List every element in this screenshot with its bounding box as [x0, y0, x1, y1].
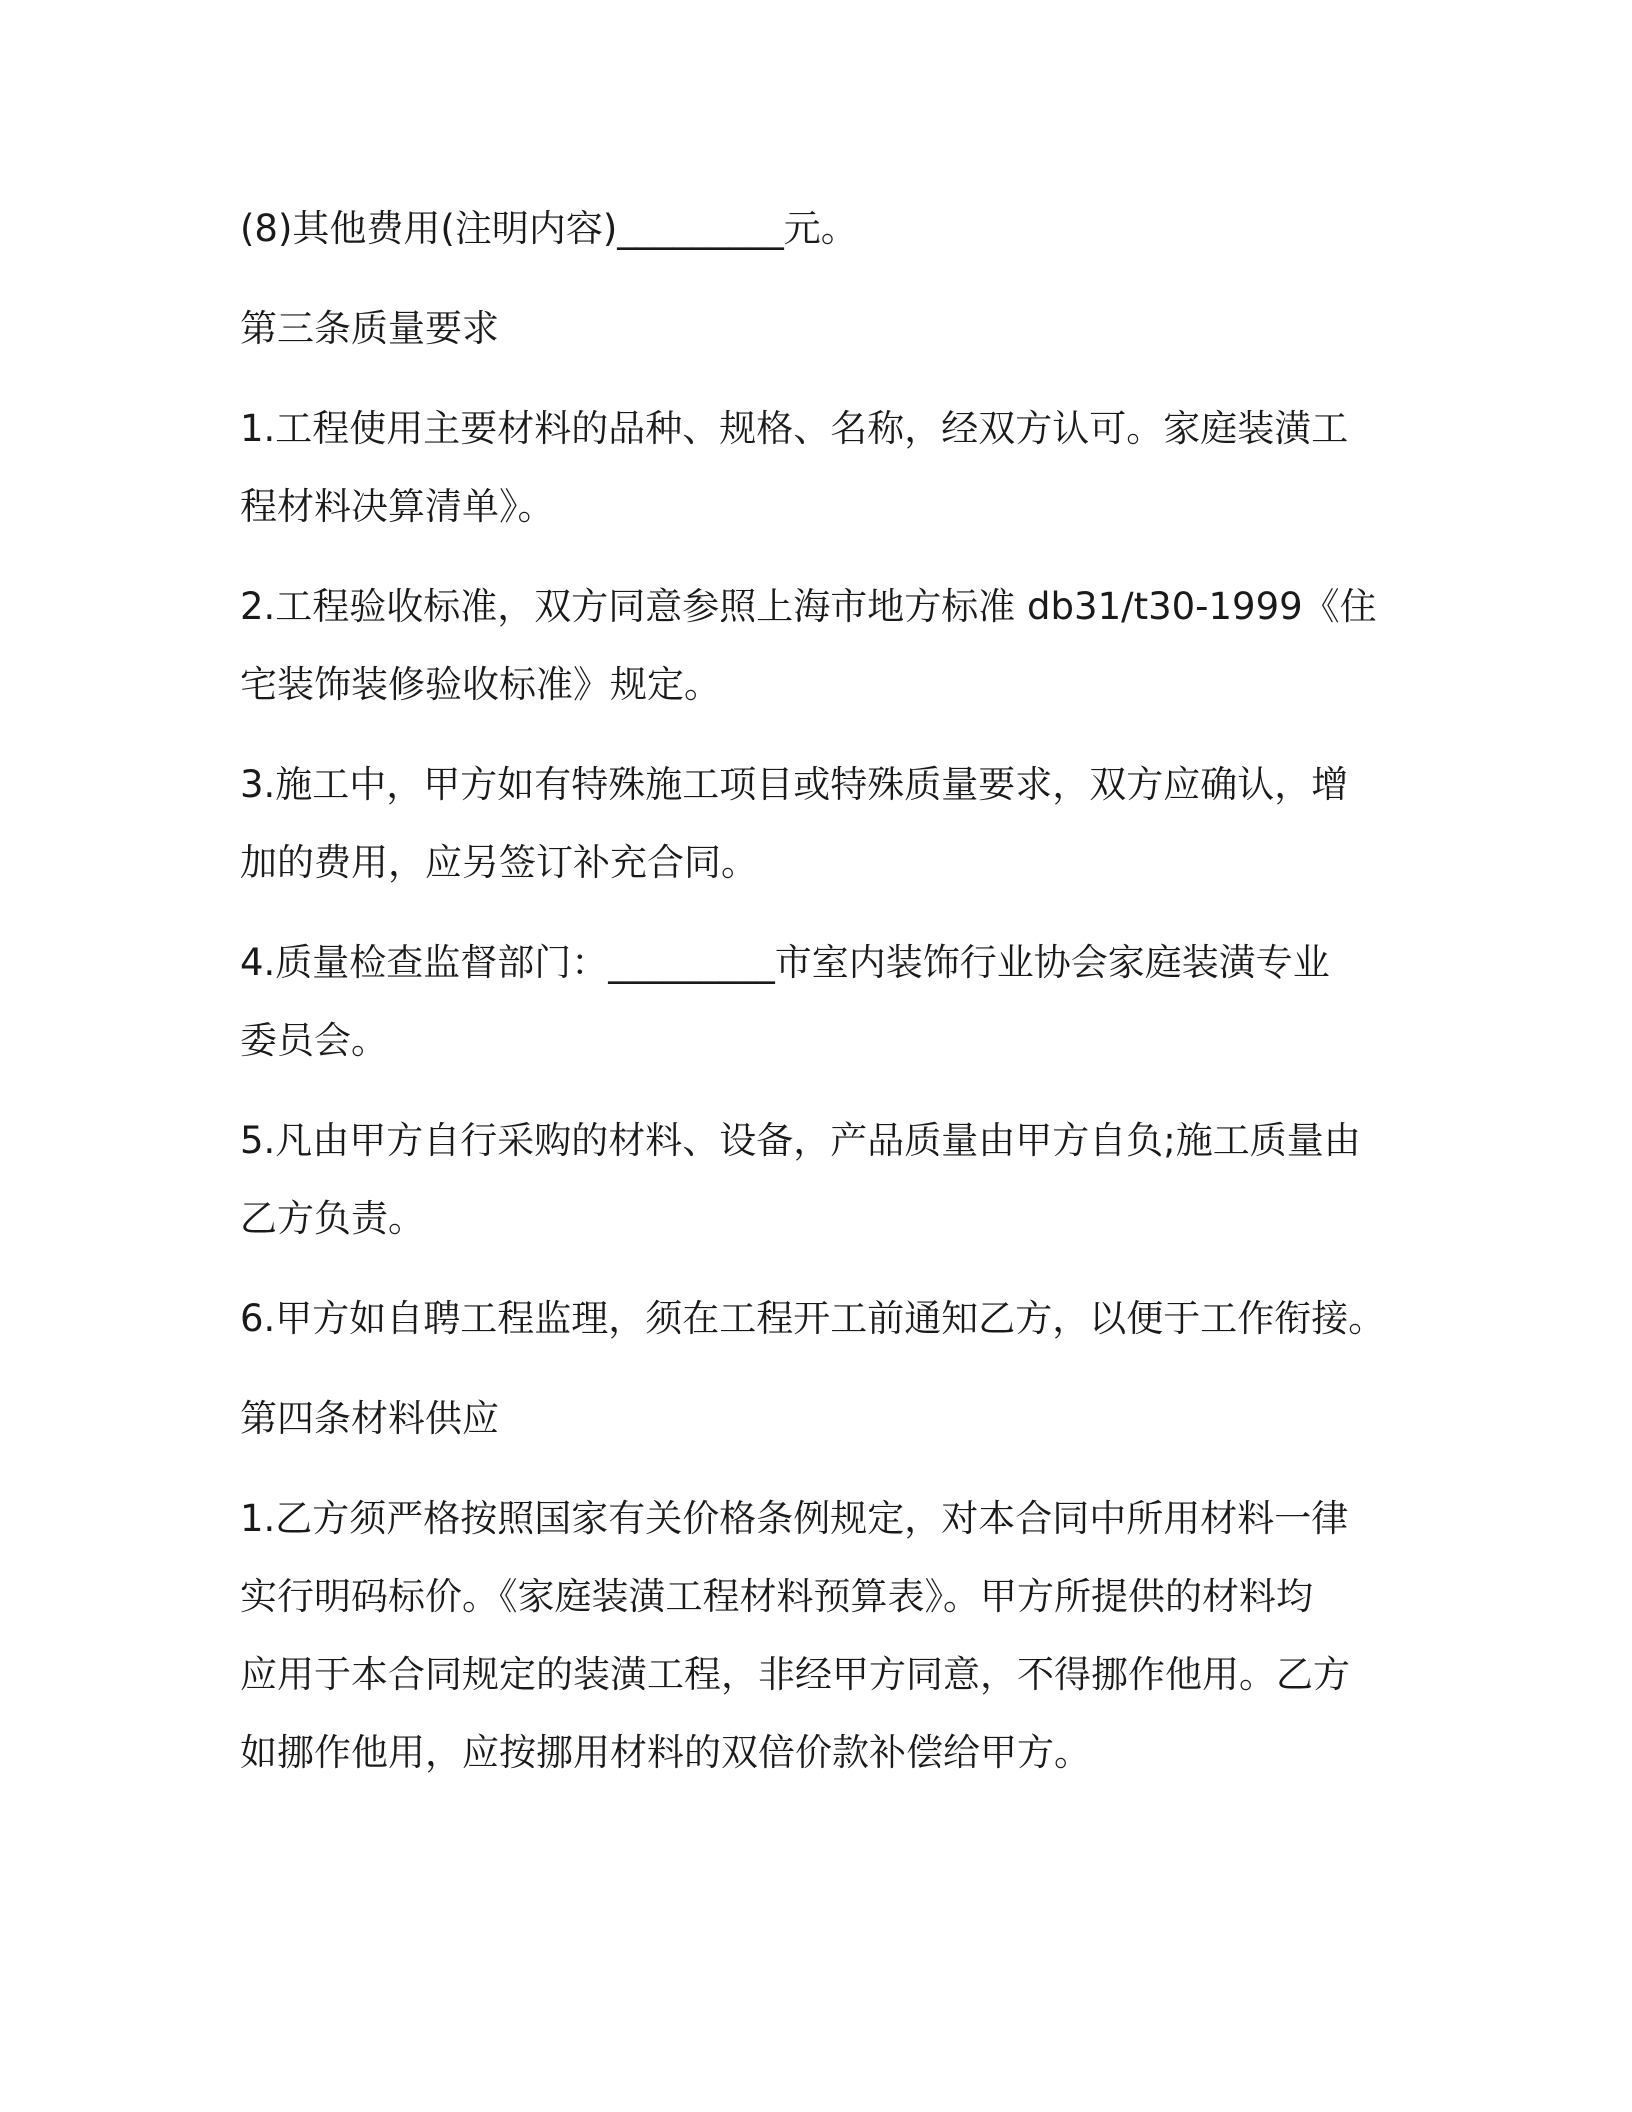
materials-item-1-line-3: 应用于本合同规定的装潢工程，非经甲方同意，不得挪作他用。乙方 — [240, 1653, 1350, 1696]
quality-item-5-line-1: 5.凡由甲方自行采购的材料、设备，产品质量由甲方自负;施工质量由 — [240, 1119, 1361, 1162]
quality-item-3 — [240, 746, 1380, 902]
document-body — [240, 190, 1386, 1792]
quality-item-3-line-2: 加的费用，应另签订补充合同。 — [240, 841, 758, 884]
section-heading-quality: 第三条质量要求 — [240, 307, 499, 350]
materials-item-1 — [240, 1480, 1380, 1792]
materials-item-1-line-1: 1.乙方须严格按照国家有关价格条例规定，对本合同中所用材料一律 — [240, 1497, 1349, 1540]
quality-item-1-line-2: 程材料决算清单》。 — [240, 485, 555, 528]
quality-item-2 — [240, 568, 1380, 724]
quality-item-6: 6.甲方如自聘工程监理，须在工程开工前通知乙方，以便于工作衔接。 — [240, 1297, 1386, 1340]
quality-item-4-line-2: 委员会。 — [240, 1019, 388, 1062]
section-heading-materials: 第四条材料供应 — [240, 1397, 499, 1440]
quality-item-1 — [240, 390, 1380, 546]
other-fees-line: (8)其他费用(注明内容)_________元。 — [240, 207, 858, 250]
materials-item-1-line-4: 如挪作他用，应按挪用材料的双倍价款补偿给甲方。 — [240, 1731, 1091, 1774]
quality-item-4-line-1: 4.质量检查监督部门：_________市室内装饰行业协会家庭装潢专业 — [240, 941, 1330, 984]
quality-item-1-line-1: 1.工程使用主要材料的品种、规格、名称，经双方认可。家庭装潢工 — [240, 407, 1349, 450]
quality-item-3-line-1: 3.施工中，甲方如有特殊施工项目或特殊质量要求，双方应确认，增 — [240, 763, 1349, 806]
quality-item-4 — [240, 924, 1380, 1080]
quality-item-2-line-1: 2.工程验收标准，双方同意参照上海市地方标准 db31/t30-1999《住 — [240, 585, 1377, 628]
materials-item-1-line-2: 实行明码标价。《家庭装潢工程材料预算表》。甲方所提供的材料均 — [240, 1575, 1313, 1618]
quality-item-2-line-2: 宅装饰装修验收标准》规定。 — [240, 663, 721, 706]
quality-item-5 — [240, 1102, 1380, 1258]
quality-item-5-line-2: 乙方负责。 — [240, 1197, 425, 1240]
